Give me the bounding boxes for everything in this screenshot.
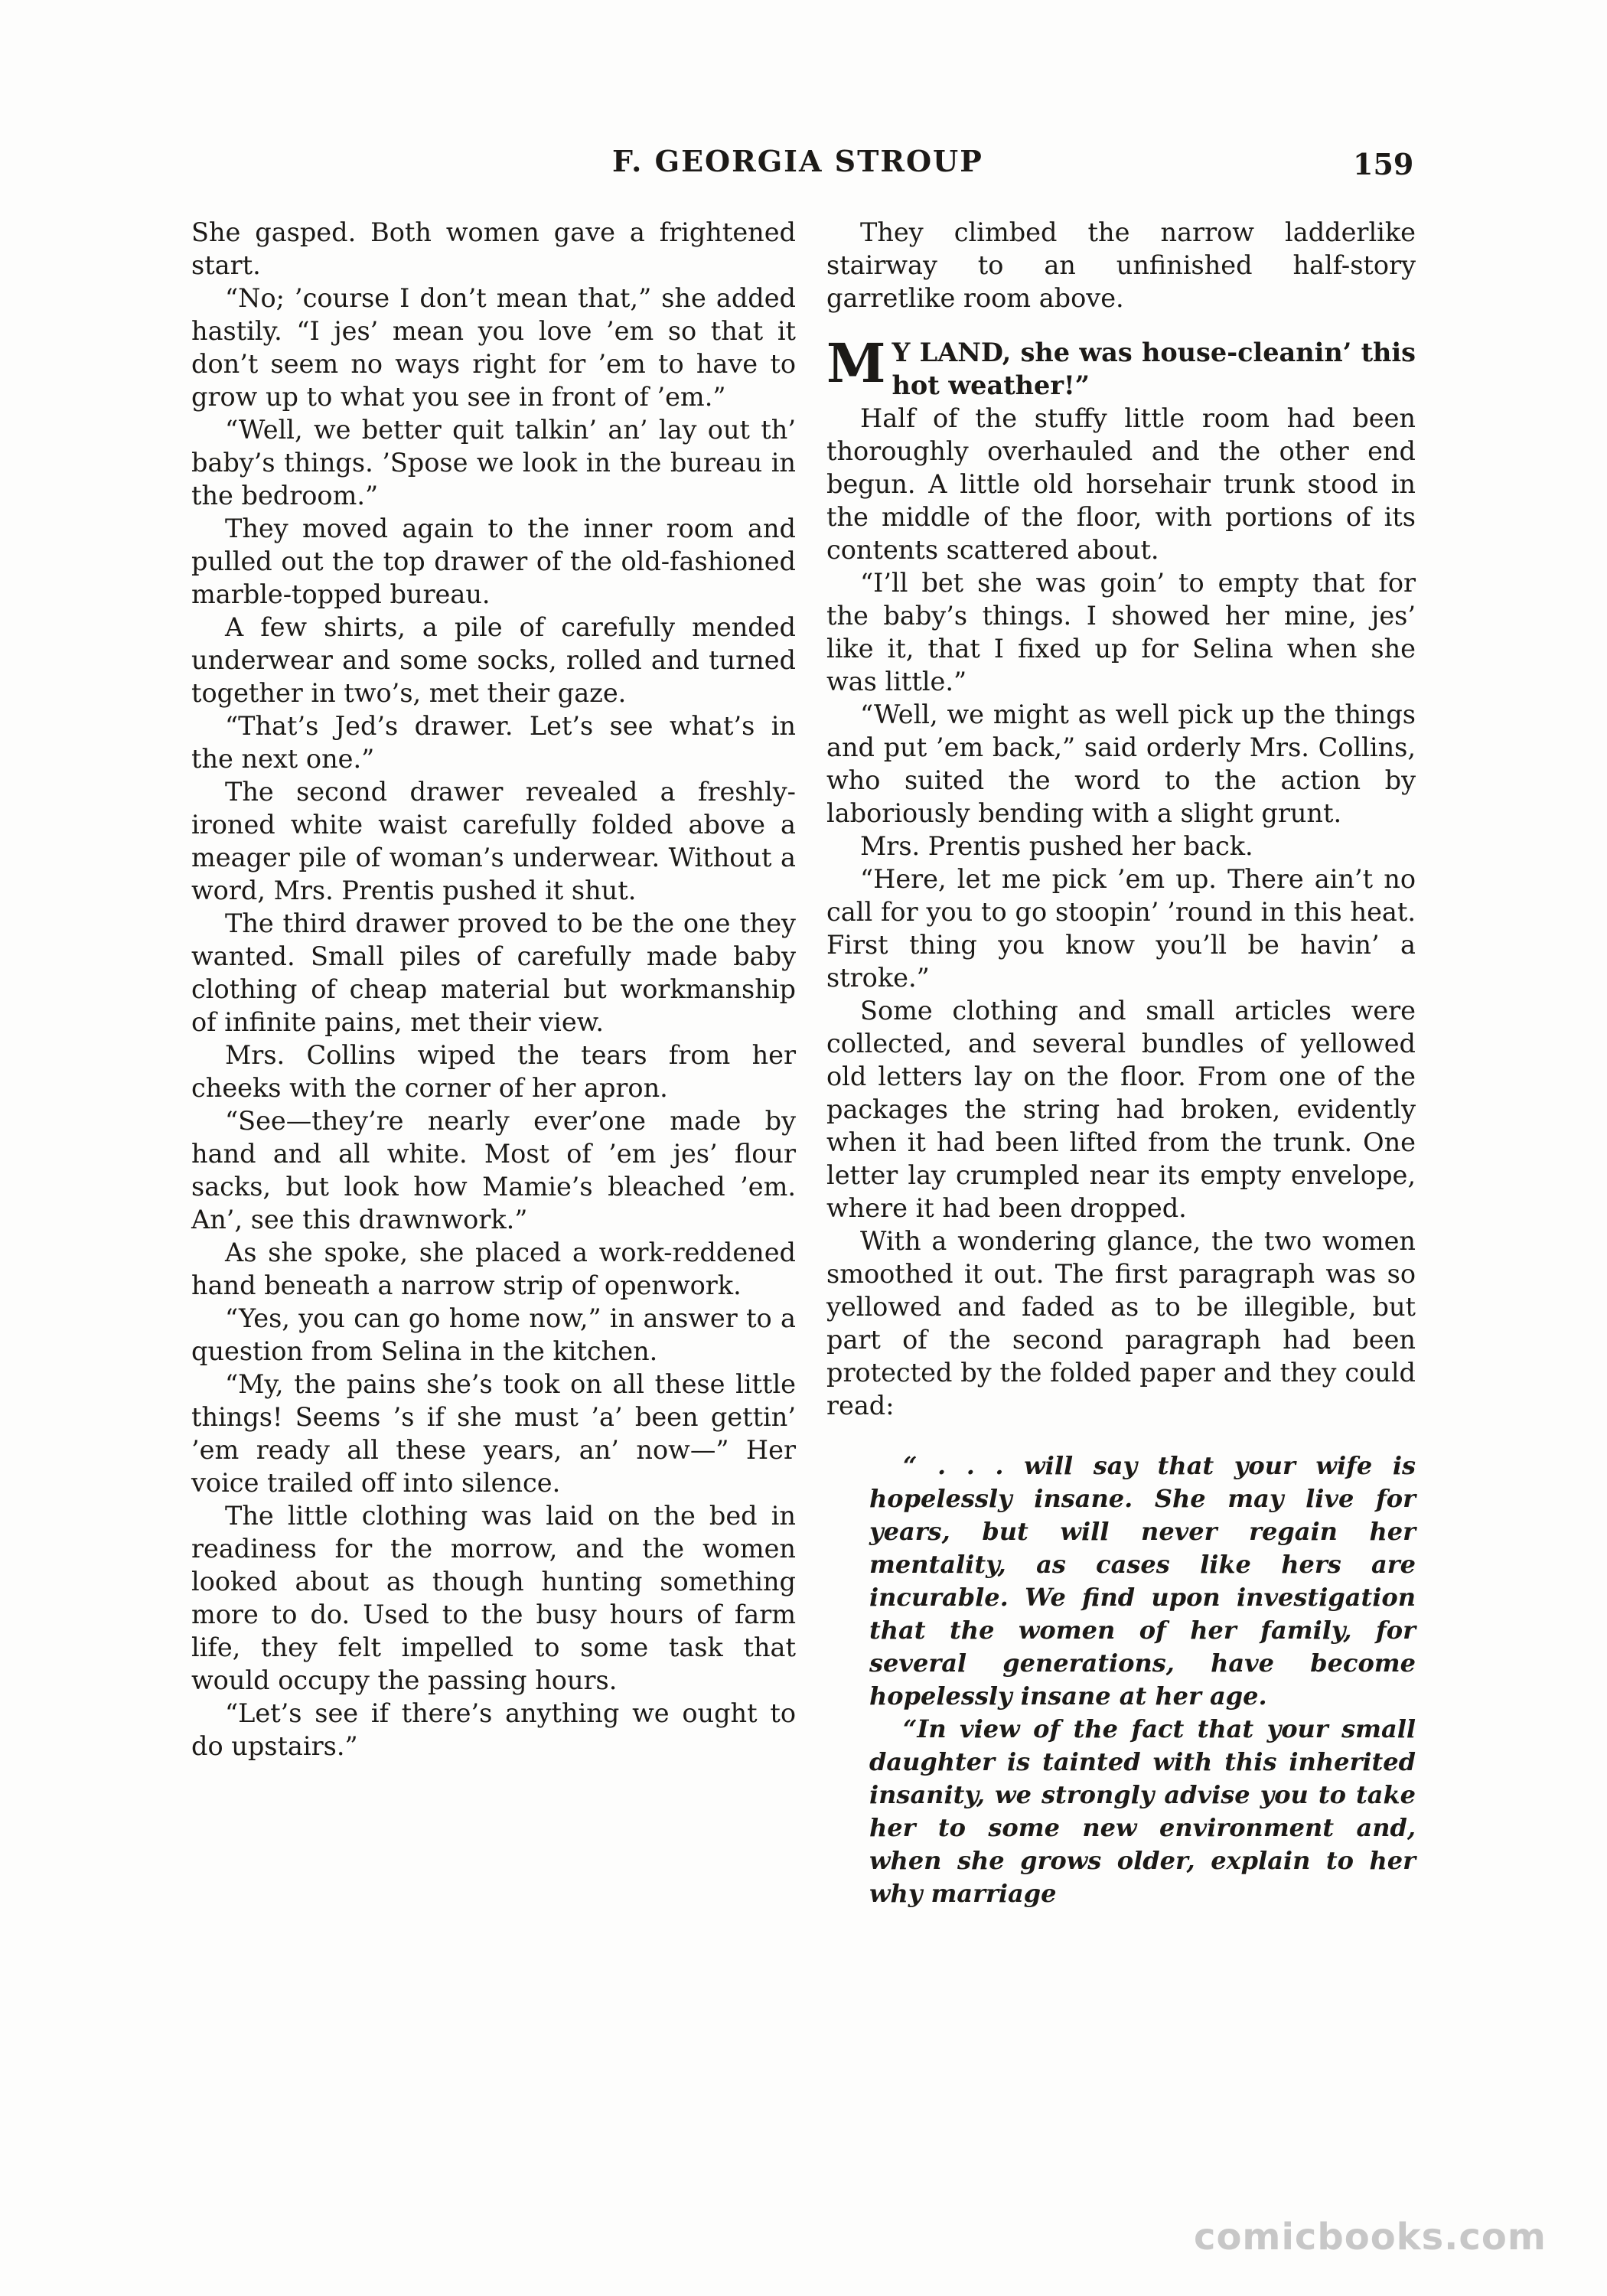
paragraph: “Yes, you can go home now,” in answer to a question from Selina in the kitchen. xyxy=(191,1303,796,1366)
paragraph: She gasped. Both women gave a frightened start. xyxy=(191,217,796,280)
paragraph: The third drawer proved to be the one they wanted. Small piles of carefully made baby clothing of cheap material but workmanship of infinite pains, met their view. xyxy=(191,908,796,1037)
paragraph: The second drawer revealed a freshly-ironed white waist carefully folded above a meager pile of woman’s underwear. Without a word, Mrs. Prentis pushed it shut. xyxy=(191,777,796,905)
paragraph: As she spoke, she placed a work-reddened hand beneath a narrow strip of openwork. xyxy=(191,1238,796,1300)
running-head xyxy=(0,144,1607,190)
paragraph: “Let’s see if there’s anything we ought to do upstairs.” xyxy=(191,1698,796,1761)
paragraph: They climbed the narrow ladderlike stairway to an unfinished half-story garretlike room above. xyxy=(826,217,1416,313)
letter-paragraph: “In view of the fact that your small daughter is tainted with this inherited insanity, we strongly advise you to take her to some new environment and, when she grows older, explain to her why marriage xyxy=(869,1714,1416,1908)
paragraph: “No; ’course I don’t mean that,” she added hastily. “I jes’ mean you love ’em so that it don’t seem no ways right for ’em to have to grow up to what you see in front of ’em.” xyxy=(191,283,796,412)
running-head-author: F. GEORGIA STROUP xyxy=(612,144,983,178)
page-number: 159 xyxy=(1353,147,1414,181)
paragraph: Mrs. Prentis pushed her back. xyxy=(860,831,1253,861)
paragraph: “Well, we might as well pick up the things and put ’em back,” said orderly Mrs. Collins, who suited the word to the action by laboriously bending with a slight grunt. xyxy=(826,700,1416,828)
paragraph: Some clothing and small articles were collected, and several bundles of yellowed old letters lay on the floor. From one of the packages the string had broken, evidently when it had been lifted from the trunk. One letter lay crumpled near its empty envelope, where it had been dropped. xyxy=(826,996,1416,1223)
paragraph: “See—they’re nearly ever’one made by hand and all white. Most of ’em jes’ flour sacks, but look how Mamie’s bleached ’em. An’, see this drawnwork.” xyxy=(191,1106,796,1234)
paragraph: A few shirts, a pile of carefully mended underwear and some socks, rolled and turned together in two’s, met their gaze. xyxy=(191,612,796,708)
paragraph: The little clothing was laid on the bed in readiness for the morrow, and the women looked about as though hunting something more to do. Used to the busy hours of farm life, they felt impelled to some task that would occupy the passing hours. xyxy=(191,1501,796,1695)
right-column xyxy=(826,216,1416,1910)
section-opening xyxy=(826,331,1416,402)
paragraph: They moved again to the inner room and pulled out the top drawer of the old-fashioned marble-topped bureau. xyxy=(191,514,796,609)
paragraph: Mrs. Collins wiped the tears from her cheeks with the corner of her apron. xyxy=(191,1040,796,1103)
drop-cap: M xyxy=(826,331,886,395)
paragraph: “My, the pains she’s took on all these little things! Seems ’s if she must ’a’ been gettin’ ’em ready all these years, an’ now—” Her voice trailed off into silence. xyxy=(191,1369,796,1498)
paragraph: Half of the stuffy little room had been thoroughly overhauled and the other end begun. A little old horsehair trunk stood in the middle of the floor, with portions of its contents scattered about. xyxy=(826,403,1416,565)
left-column xyxy=(191,216,796,1763)
watermark: comicbooks.com xyxy=(1194,2216,1547,2258)
paragraph: “That’s Jed’s drawer. Let’s see what’s in the next one.” xyxy=(191,711,796,774)
paragraph: “Here, let me pick ’em up. There ain’t no call for you to go stoopin’ ’round in this heat. First thing you know you’ll be havin’ a stroke.” xyxy=(826,864,1416,993)
quoted-letter xyxy=(869,1450,1416,1910)
paragraph: “Well, we better quit talkin’ an’ lay out th’ baby’s things. ’Spose we look in the bureau in the bedroom.” xyxy=(191,415,796,510)
section-opening-text: Y LAND, she was house-cleanin’ this hot weather!” xyxy=(892,338,1416,400)
paragraph: With a wondering glance, the two women smoothed it out. The first paragraph was so yellowed and faded as to be illegible, but part of the second paragraph had been protected by the folded paper and they could read: xyxy=(826,1226,1416,1420)
paragraph: “I’ll bet she was goin’ to empty that for the baby’s things. I showed her mine, jes’ like it, that I fixed up for Selina when she was little.” xyxy=(826,568,1416,696)
letter-paragraph: “ . . . will say that your wife is hopelessly insane. She may live for years, but will never regain her mentality, as cases like hers are incurable. We find upon investigation that the women of her family, for several generations, have become hopelessly insane at her age. xyxy=(869,1451,1416,1711)
